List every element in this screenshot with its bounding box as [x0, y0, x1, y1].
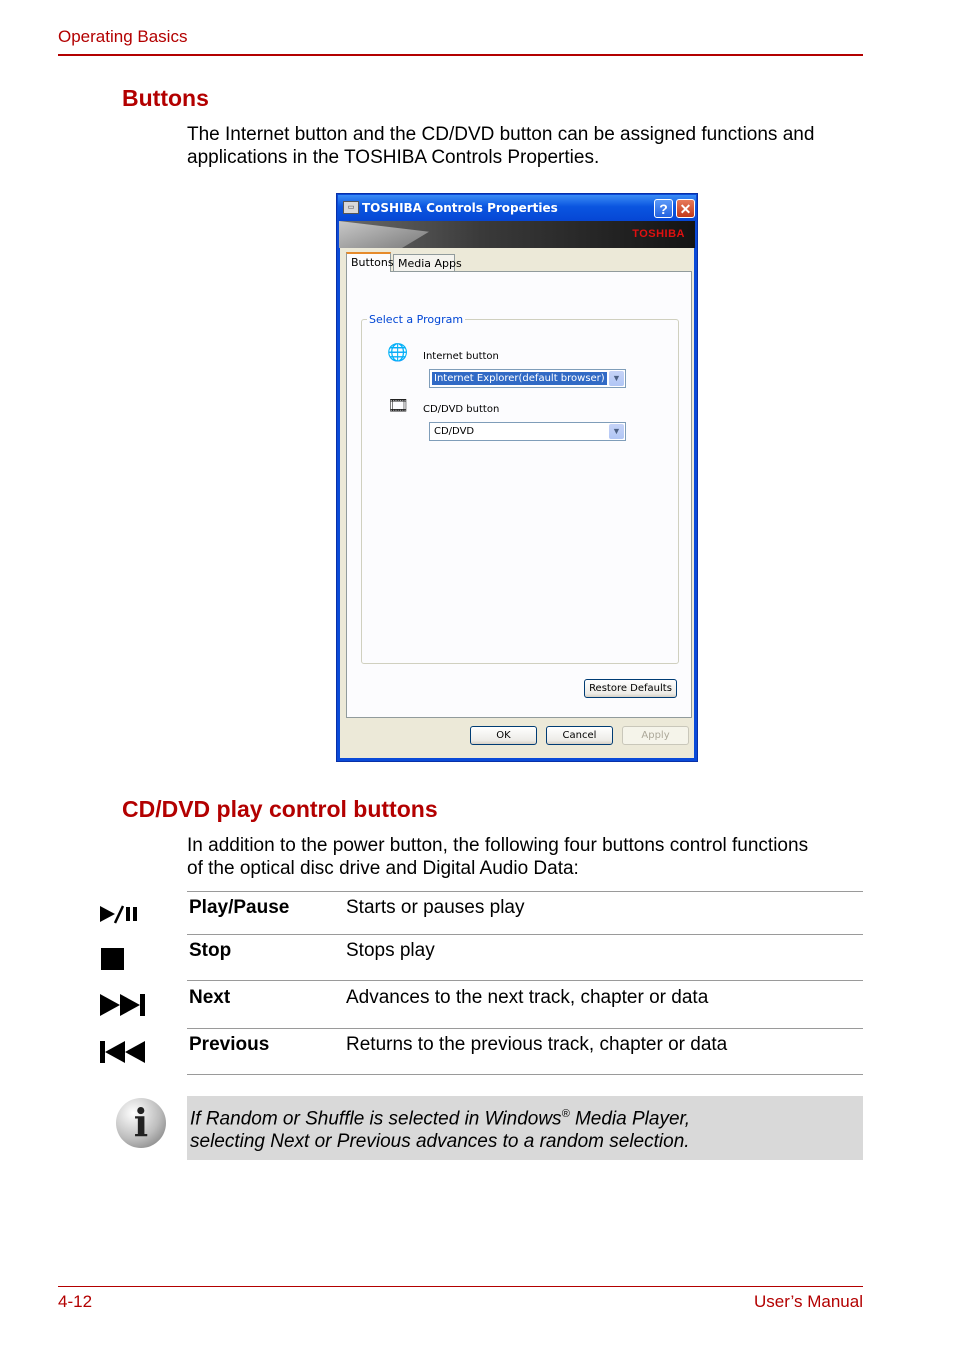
info-icon	[116, 1098, 166, 1148]
play-pause-icon	[98, 903, 144, 925]
table-top-border	[187, 891, 863, 892]
table-row-border	[187, 1028, 863, 1029]
tab-panel	[346, 271, 692, 718]
buttons-intro-line-2: applications in the TOSHIBA Controls Properties.	[187, 147, 600, 168]
cddvd-intro-line-1: In addition to the power button, the following four buttons control functions	[187, 835, 809, 856]
cddvd-program-value: CD/DVD	[434, 426, 475, 437]
row-key-previous: Previous	[189, 1034, 270, 1055]
dialog-titlebar[interactable]	[338, 195, 696, 221]
note-text	[190, 1103, 690, 1153]
help-button[interactable]: ?	[654, 199, 673, 218]
row-desc-stop: Stops play	[346, 940, 435, 961]
previous-track-icon	[98, 1039, 148, 1065]
next-track-icon	[98, 992, 148, 1018]
group-label: Select a Program	[369, 313, 464, 326]
internet-program-select[interactable]	[429, 369, 626, 388]
dialog-client-area	[340, 248, 694, 758]
tab-buttons[interactable]: Buttons	[346, 252, 391, 272]
table-row-border	[187, 980, 863, 981]
note-line-1	[190, 1103, 690, 1130]
cddvd-intro	[187, 834, 867, 880]
running-header: Operating Basics	[58, 27, 188, 46]
cddvd-button-label: CD/DVD button	[423, 404, 500, 415]
apply-button[interactable]: Apply	[622, 726, 689, 745]
film-music-icon: 🎞	[387, 396, 409, 415]
ok-button[interactable]: OK	[470, 726, 537, 745]
row-key-stop: Stop	[189, 940, 232, 961]
buttons-heading: Buttons	[122, 85, 209, 111]
header-rule	[58, 54, 863, 56]
manual-title: User’s Manual	[754, 1292, 863, 1311]
cddvd-heading: CD/DVD play control buttons	[122, 796, 438, 822]
note-line-1-b: Media Player,	[569, 1108, 691, 1130]
cddvd-program-select[interactable]	[429, 422, 626, 441]
toshiba-banner	[339, 221, 695, 248]
close-button[interactable]: ✕	[676, 199, 695, 218]
buttons-intro	[187, 123, 867, 169]
cddvd-intro-line-2: of the optical disc drive and Digital Audio Data:	[187, 858, 579, 879]
footer-rule	[58, 1286, 863, 1287]
restore-defaults-button[interactable]: Restore Defaults	[584, 679, 677, 698]
row-key-play-pause: Play/Pause	[189, 897, 290, 918]
laptop-graphic	[339, 221, 429, 248]
note-line-2: selecting Next or Previous advances to a random selection.	[190, 1131, 690, 1153]
table-bottom-border	[187, 1074, 863, 1075]
row-desc-next: Advances to the next track, chapter or data	[346, 987, 709, 1008]
app-icon: ▭	[343, 201, 359, 214]
note-box	[187, 1096, 863, 1160]
tab-media-apps[interactable]: Media Apps	[393, 254, 455, 272]
internet-program-value: Internet Explorer(default browser)	[434, 373, 605, 384]
globe-icon: 🌐	[387, 343, 409, 362]
row-key-next: Next	[189, 987, 231, 1008]
chevron-down-icon[interactable]: ▼	[609, 371, 624, 386]
chevron-down-icon[interactable]: ▼	[609, 424, 624, 439]
dialog-title: TOSHIBA Controls Properties	[362, 201, 558, 215]
note-line-1-a: If Random or Shuffle is selected in Windows	[190, 1108, 562, 1130]
info-glyph: i	[133, 1100, 149, 1145]
row-desc-previous: Returns to the previous track, chapter or data	[346, 1034, 728, 1055]
stop-icon	[98, 946, 128, 972]
registered-mark: ®	[561, 1108, 570, 1120]
internet-button-label: Internet button	[423, 351, 499, 362]
row-desc-play-pause: Starts or pauses play	[346, 897, 525, 918]
toshiba-controls-dialog	[336, 193, 698, 762]
toshiba-logo: TOSHIBA	[632, 228, 685, 240]
table-row-border	[187, 934, 863, 935]
buttons-intro-line-1: The Internet button and the CD/DVD button can be assigned functions and	[187, 124, 815, 145]
cancel-button[interactable]: Cancel	[546, 726, 613, 745]
page-number: 4-12	[58, 1292, 93, 1311]
